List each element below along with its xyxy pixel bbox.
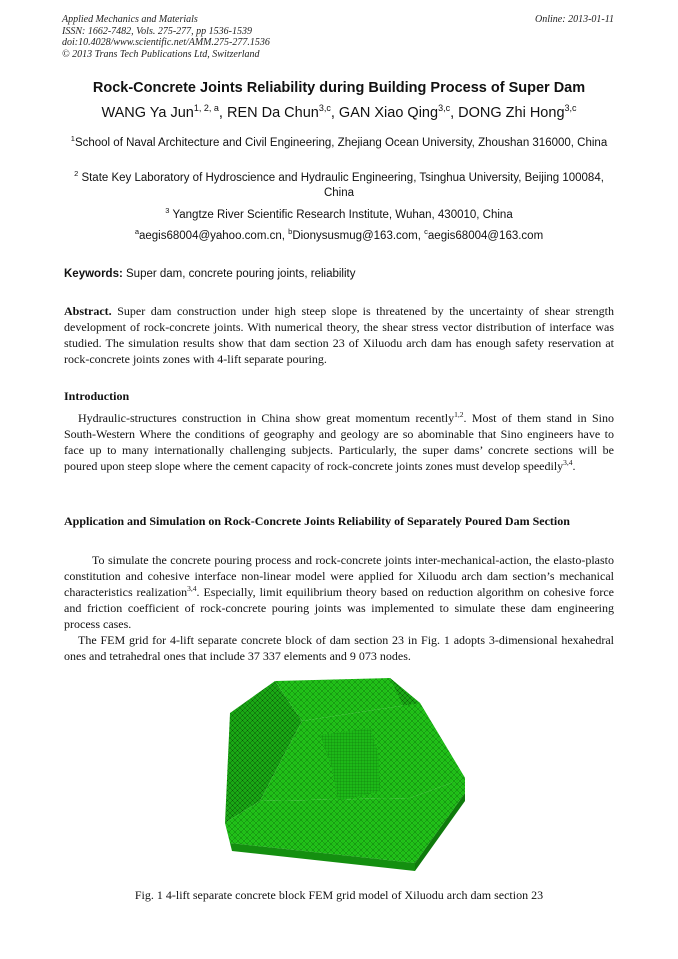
author-sup: 3,c xyxy=(438,103,451,113)
affiliation-text: School of Naval Architecture and Civil Engineering, Zhejiang Ocean University, Zhoushan 316000, China xyxy=(74,136,608,149)
journal-header xyxy=(62,14,270,60)
author-list: WANG Ya Jun$^{1, 2, a}$, REN Da Chun$^{3,c}$, GAN Xiao Qing$^{3,c}$, DONG Zhi Hong$^{3,c}$ xyxy=(101,103,577,121)
intro-heading: Introduction xyxy=(64,389,130,403)
doi-line[interactable]: doi:10.4028/www.scientific.net/AMM.275-277.1536 xyxy=(62,37,270,48)
citation: 3,4 xyxy=(187,584,197,593)
figure-caption: Fig. 1 4-lift separate concrete block FEM grid model of Xiluodu arch dam section 23 xyxy=(134,888,544,902)
affiliation-3 xyxy=(70,203,608,223)
author-sup: 1, 2, a xyxy=(193,103,219,113)
intro-text-b: . Most of them stand in Sino South-Western Where the conditions of geography and geology are so abominable that Sino engineers have to face up to many internationally challenging subjects. Particularly, the super dams’ concrete sections will be poured upon steep slope where the cement capacity of rock-concrete joints zones must develop speedily xyxy=(64,411,614,473)
affiliation-text: State Key Laboratory of Hydroscience and Hydraulic Engineering, Tsinghua University, Beijing 100084, China xyxy=(81,171,604,199)
keywords xyxy=(64,268,355,280)
intro-text-c: . xyxy=(572,459,576,473)
email-link[interactable]: aegis68004@163.com xyxy=(427,229,544,242)
affiliation-num: 1 xyxy=(70,134,75,143)
abstract-label: Abstract. xyxy=(64,304,112,318)
online-date: Online: 2013-01-11 xyxy=(535,14,614,25)
email-sup: b xyxy=(288,227,293,236)
abstract xyxy=(64,303,614,367)
intro-text-a: Hydraulic-structures construction in China show great momentum recently xyxy=(78,411,455,425)
affiliation-text: Yangtze River Scientific Research Institute, Wuhan, 430010, China xyxy=(172,208,513,221)
affiliation-num: 2 xyxy=(74,169,79,178)
keywords-text: Super dam, concrete pouring joints, reliability xyxy=(126,268,356,280)
affiliation-2 xyxy=(70,166,608,201)
issn-line: ISSN: 1662-7482, Vols. 275-277, pp 1536-1539 xyxy=(62,25,252,37)
author-name: REN Da Chun xyxy=(226,104,319,121)
section2-text-b: . Especially, limit equilibrium theory based on reduction algorithm on cohesive force and friction coefficient of rock-concrete pouring joints was implemented to simulate these dam engineering process cases. xyxy=(64,585,614,631)
abstract-text: Super dam construction under high steep slope is threatened by the uncertainty of shear strength development of rock-concrete joints. With numerical theory, the shear stress vector distribution of interface was studied. The simulation results show that dam section 23 of Xiluodu arch dam has enough safety reservation at rock-concrete joints zones with 4-lift separate pouring. xyxy=(64,304,615,366)
email-list: $^a$aegis68004@yahoo.com.cn, $^b$Dionysusmug@163.com, $^c$aegis68004@163.com xyxy=(134,227,544,242)
journal-name: Applied Mechanics and Materials xyxy=(62,14,198,25)
citation: 3,4 xyxy=(563,458,573,467)
section2-paragraph-2: The FEM grid for 4-lift separate concrete block of dam section 23 in Fig. 1 adopts 3-dimensional hexahedral ones and tetrahedral ones that include 37 337 elements and 9 073 nodes. xyxy=(64,633,614,663)
email-link[interactable]: aegis68004@yahoo.com.cn xyxy=(139,229,282,242)
author-sup: 3,c xyxy=(564,103,577,113)
author-name: WANG Ya Jun xyxy=(101,104,194,121)
affiliation-1 xyxy=(70,131,608,151)
paper-title: Rock-Concrete Joints Reliability during Building Process of Super Dam xyxy=(92,80,586,96)
copyright-line: © 2013 Trans Tech Publications Ltd, Switzerland xyxy=(62,48,260,60)
author-sup: 3,c xyxy=(318,103,331,113)
author-name: DONG Zhi Hong xyxy=(458,104,565,121)
section2-paragraph-1 xyxy=(64,552,614,632)
author-name: GAN Xiao Qing xyxy=(338,104,439,121)
email-sup: c xyxy=(424,227,428,236)
keywords-label: Keywords: xyxy=(64,268,123,280)
fem-mesh-figure xyxy=(220,673,470,873)
email-link[interactable]: Dionysusmug@163.com xyxy=(292,229,418,242)
section2-heading: Application and Simulation on Rock-Concrete Joints Reliability of Separately Poured Dam Section xyxy=(64,514,570,528)
citation: 1,2 xyxy=(454,410,464,419)
affiliation-num: 3 xyxy=(165,206,170,215)
email-sup: a xyxy=(134,227,139,236)
section2-text-a: To simulate the concrete pouring process and rock-concrete joints inter-mechanical-action, the elasto-plasto constitution and cohesive interface non-linear model were applied for Xiluodu arch dam section’s mechanical characteristics realization xyxy=(64,553,614,599)
intro-paragraph xyxy=(64,410,614,474)
